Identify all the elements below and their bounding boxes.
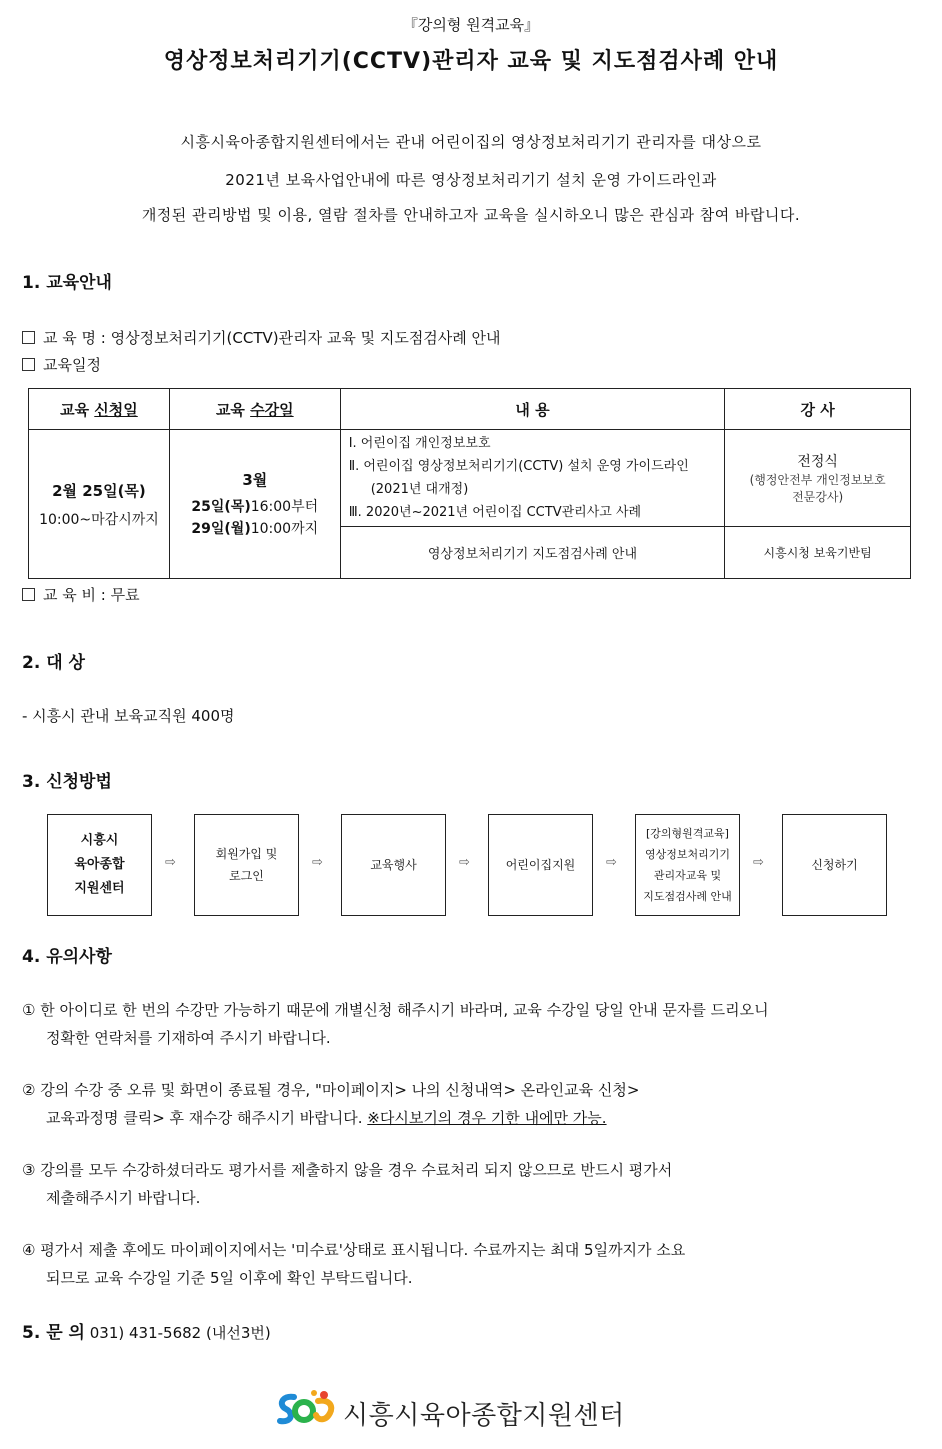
- schedule-table: [28, 388, 911, 579]
- attend-end: 29일(월)10:00까지: [191, 520, 319, 537]
- content-cell: [340, 430, 725, 527]
- footer-org-name: 시흥시육아종합지원센터: [343, 1401, 625, 1431]
- lecturer-name: 전정식: [797, 454, 838, 470]
- course-name-line: [22, 327, 501, 348]
- flow-step-5: [강의형원격교육] 영상정보처리기기 관리자교육 및 지도점검사례 안내: [635, 814, 740, 916]
- arrow-right-icon: ⇨: [459, 855, 470, 870]
- section-1-heading: 1. 교육안내: [22, 273, 112, 293]
- fee-text: 교 육 비 : 무료: [43, 586, 140, 604]
- content-2-cell: 영상정보처리기기 지도점검사례 안내: [340, 527, 725, 579]
- content-item-1: Ⅰ. 어린이집 개인정보보호: [348, 436, 491, 451]
- lecturer-cell: [725, 430, 911, 527]
- flow-step-4: 어린이집지원: [488, 814, 593, 916]
- note-4: ④ 평가서 제출 후에도 마이페이지에서는 '미수료'상태로 표시됩니다. 수료까지는 최대 5일까지가 소요 되므로 교육 수강일 기준 5일 이후에 확인 부탁드립니다.: [22, 1241, 686, 1287]
- section-2-heading: 2. 대 상: [22, 653, 85, 673]
- flow-step-6: 신청하기: [782, 814, 887, 916]
- target-text: - 시흥시 관내 보육교직원 400명: [22, 707, 235, 725]
- apply-date: 2월 25일(목): [52, 481, 146, 500]
- apply-date-cell: [29, 430, 170, 579]
- course-name: 교 육 명 : 영상정보처리기기(CCTV)관리자 교육 및 지도점검사례 안내: [43, 329, 501, 347]
- arrow-right-icon: ⇨: [165, 855, 176, 870]
- attend-month: 3월: [242, 470, 268, 489]
- flow-step-1: 시흥시 육아종합 지원센터: [47, 814, 152, 916]
- document-title: 영상정보처리기기(CCTV)관리자 교육 및 지도점검사례 안내: [163, 49, 779, 74]
- note-2: ② 강의 수강 중 오류 및 화면이 종료될 경우, "마이페이지> 나의 신청내역> 온라인교육 신청> 교육과정명 클릭> 후 재수강 해주시기 바랍니다. ※다시보기의 경우 기한 내에만 가능.: [22, 1081, 640, 1127]
- header-lecturer: 강 사: [725, 389, 911, 430]
- table-row: [29, 430, 911, 527]
- checkbox-square-icon: [22, 331, 35, 344]
- intro-line-3: 개정된 관리방법 및 이용, 열람 절차를 안내하고자 교육을 실시하오니 많은 관심과 참여 바랍니다.: [141, 206, 801, 224]
- lecturer-2-cell: 시흥시청 보육기반팀: [725, 527, 911, 579]
- center-logo-icon: [274, 1389, 338, 1431]
- checkbox-square-icon: [22, 588, 35, 601]
- header-apply-date: 교육 신청일: [29, 389, 170, 430]
- header-attend-date: 교육 수강일: [169, 389, 340, 430]
- schedule-label: 교육일정: [43, 356, 101, 374]
- fee-line: [22, 584, 140, 605]
- contact-phone: 031) 431-5682 (내선3번): [89, 1324, 271, 1342]
- section-5-heading: 5. 문 의: [22, 1323, 85, 1343]
- attend-date-cell: [169, 430, 340, 579]
- flow-step-2: 회원가입 및 로그인: [194, 814, 299, 916]
- note-1: ① 한 아이디로 한 번의 수강만 가능하기 때문에 개별신청 해주시기 바라며, 교육 수강일 당일 안내 문자를 드리오니 정확한 연락처를 기재하여 주시기 바랍니다.: [22, 1001, 769, 1047]
- content-item-2-cont: (2021년 대개정): [370, 482, 469, 497]
- content-item-2: Ⅱ. 어린이집 영상정보처리기기(CCTV) 설치 운영 가이드라인: [348, 459, 689, 474]
- checkbox-square-icon: [22, 358, 35, 371]
- table-header-row: [29, 389, 911, 430]
- section-3-heading: 3. 신청방법: [22, 772, 112, 792]
- contact-line: [22, 1318, 271, 1343]
- schedule-label-line: [22, 354, 101, 375]
- header-content: 내 용: [340, 389, 725, 430]
- note-3: ③ 강의를 모두 수강하셨더라도 평가서를 제출하지 않을 경우 수료처리 되지 않으므로 반드시 평가서 제출해주시기 바랍니다.: [22, 1161, 673, 1207]
- lecturer-role: 전문강사): [792, 490, 844, 504]
- arrow-right-icon: ⇨: [753, 855, 764, 870]
- arrow-right-icon: ⇨: [606, 855, 617, 870]
- apply-time: 10:00~마감시까지: [39, 511, 159, 528]
- arrow-right-icon: ⇨: [312, 855, 323, 870]
- attend-start: 25일(목)16:00부터: [191, 498, 319, 515]
- intro-line-1: 시흥시육아종합지원센터에서는 관내 어린이집의 영상정보처리기기 관리자를 대상으로: [180, 133, 762, 151]
- section-4-heading: 4. 유의사항: [22, 947, 112, 967]
- intro-line-2: 2021년 보육사업안내에 따른 영상정보처리기기 설치 운영 가이드라인과: [225, 171, 717, 189]
- document-subtitle: 『강의형 원격교육』: [402, 16, 540, 34]
- content-item-3: Ⅲ. 2020년~2021년 어린이집 CCTV관리사고 사례: [348, 505, 642, 520]
- lecturer-org: (행정안전부 개인정보보호: [749, 473, 886, 487]
- flow-step-3: 교육행사: [341, 814, 446, 916]
